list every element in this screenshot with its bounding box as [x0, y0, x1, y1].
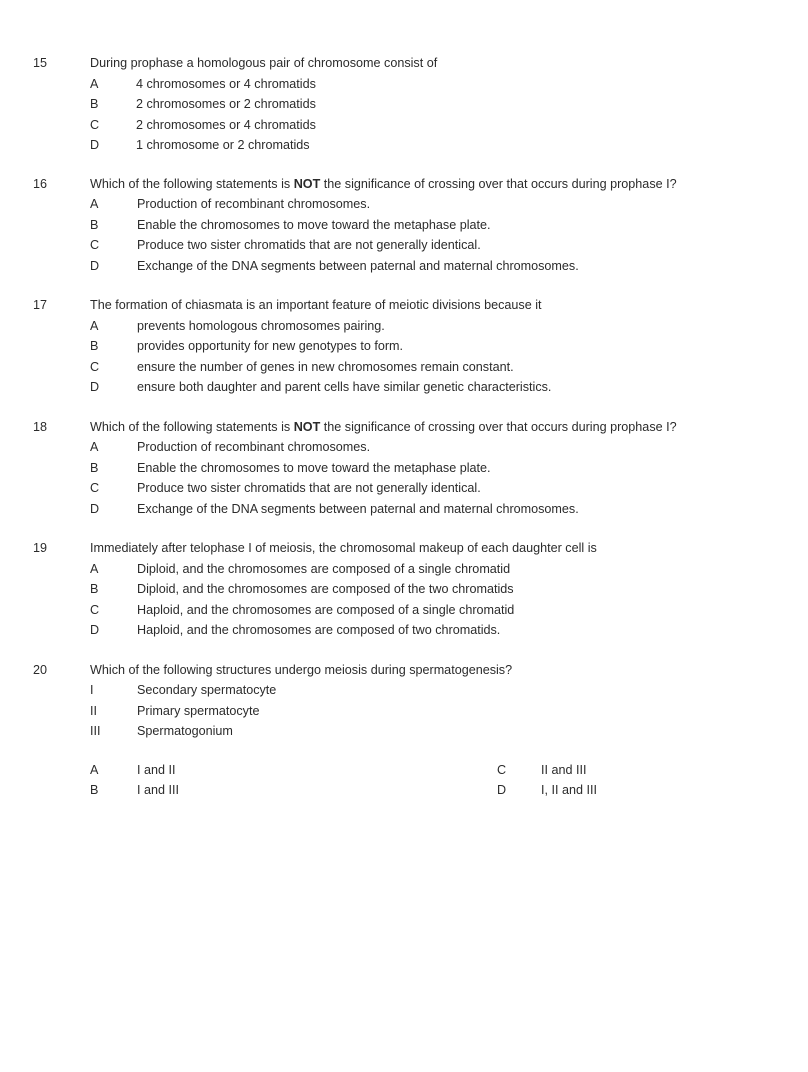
option-key: D	[90, 623, 100, 637]
question-number-15: 15	[33, 56, 48, 70]
option-text: 1 chromosome or 2 chromatids	[136, 138, 310, 152]
question-number-16: 16	[33, 176, 48, 191]
statement-text: Spermatogonium	[137, 724, 233, 738]
option-19-a[interactable]	[0, 559, 808, 580]
option-18-a[interactable]	[0, 437, 808, 458]
option-16-a[interactable]	[0, 194, 808, 215]
question-stem-15	[90, 53, 782, 74]
question-heading-16	[0, 174, 808, 195]
option-16-c[interactable]	[0, 235, 808, 256]
question-number-17: 17	[33, 298, 48, 312]
question-heading-15	[0, 53, 808, 74]
option-text: 2 chromosomes or 2 chromatids	[136, 97, 316, 111]
option-text: ensure the number of genes in new chromosomes remain constant.	[137, 359, 514, 374]
option-15-b[interactable]	[0, 94, 808, 115]
question-block-19	[0, 538, 808, 641]
option-text: Enable the chromosomes to move toward the metaphase plate.	[137, 460, 491, 475]
option-key: A	[90, 561, 99, 576]
option-key: A	[90, 440, 99, 454]
statement-text: Secondary spermatocyte	[137, 683, 277, 697]
option-text: Production of recombinant chromosomes.	[137, 440, 371, 454]
option-text: Exchange of the DNA segments between paternal and maternal chromosomes.	[137, 501, 579, 516]
option-16-d[interactable]	[0, 256, 808, 277]
page-top-margin	[0, 0, 808, 53]
option-key: C	[90, 602, 100, 617]
option-text: 2 chromosomes or 4 chromatids	[136, 117, 316, 132]
statement-20-ii	[0, 701, 808, 722]
question-block-17	[0, 295, 808, 398]
option-key: B	[90, 582, 99, 596]
option-17-c[interactable]	[0, 357, 808, 378]
question-block-15	[0, 53, 808, 156]
option-text: 4 chromosomes or 4 chromatids	[136, 76, 316, 91]
option-15-a[interactable]	[0, 74, 808, 95]
option-17-a[interactable]	[0, 316, 808, 337]
option-key: B	[90, 339, 99, 353]
option-key: B	[90, 460, 99, 475]
option-grid-spacer	[0, 742, 808, 760]
option-list-16	[0, 194, 808, 276]
question-spacer	[0, 398, 808, 417]
option-key: D	[90, 138, 100, 152]
option-text: prevents homologous chromosomes pairing.	[137, 318, 385, 333]
question-stem-16	[90, 174, 782, 195]
option-18-b[interactable]	[0, 458, 808, 479]
question-stem-19	[90, 538, 782, 559]
option-text: Haploid, and the chromosomes are composed of a single chromatid	[137, 602, 515, 617]
question-heading-19	[0, 538, 808, 559]
option-key: B	[90, 97, 99, 111]
option-key: D	[90, 380, 100, 394]
question-heading-17	[0, 295, 808, 316]
option-grid-row	[0, 760, 808, 781]
option-text: provides opportunity for new genotypes to form.	[137, 339, 404, 353]
option-17-b[interactable]	[0, 336, 808, 357]
option-18-d[interactable]	[0, 499, 808, 520]
option-18-c[interactable]	[0, 478, 808, 499]
stem-suffix: the significance of crossing over that occurs during prophase I?	[320, 176, 677, 191]
option-grid-20	[0, 760, 808, 801]
stem-emphasis: NOT	[293, 176, 321, 191]
question-number-18: 18	[33, 419, 48, 434]
statement-key: III	[90, 724, 101, 738]
option-20-d-text[interactable]: I, II and III	[541, 783, 598, 797]
option-text: Produce two sister chromatids that are not generally identical.	[137, 238, 481, 252]
question-block-18	[0, 417, 808, 520]
stem-suffix: the significance of crossing over that occurs during prophase I?	[320, 419, 677, 434]
question-heading-18	[0, 417, 808, 438]
option-17-d[interactable]	[0, 377, 808, 398]
option-text: ensure both daughter and parent cells have similar genetic characteristics.	[137, 380, 552, 394]
option-key: A	[90, 197, 99, 211]
option-15-d[interactable]	[0, 135, 808, 156]
option-key: A	[90, 318, 99, 333]
option-20-c-key[interactable]: C	[497, 762, 507, 777]
option-text: Production of recombinant chromosomes.	[137, 197, 371, 211]
statement-text: Primary spermatocyte	[137, 703, 260, 718]
option-20-a-text[interactable]: I and II	[137, 762, 176, 777]
question-spacer	[0, 641, 808, 660]
option-text: Diploid, and the chromosomes are composed of the two chromatids	[137, 582, 514, 596]
statement-20-iii	[0, 721, 808, 742]
option-list-19	[0, 559, 808, 641]
option-16-b[interactable]	[0, 215, 808, 236]
stem-prefix: Immediately after telophase I of meiosis, the chromosomal makeup of each daughter cell is	[90, 541, 597, 555]
question-heading-20	[0, 660, 808, 681]
option-19-c[interactable]	[0, 600, 808, 621]
option-text: Enable the chromosomes to move toward the metaphase plate.	[137, 217, 491, 232]
option-key: B	[90, 217, 99, 232]
question-stem-20	[90, 660, 782, 681]
option-key: C	[90, 481, 100, 495]
question-spacer	[0, 276, 808, 295]
option-list-18	[0, 437, 808, 519]
option-20-c-text[interactable]: II and III	[541, 762, 587, 777]
option-text: Diploid, and the chromosomes are composed of a single chromatid	[137, 561, 511, 576]
option-15-c[interactable]	[0, 115, 808, 136]
option-key: A	[90, 76, 99, 91]
option-20-b-key[interactable]: B	[90, 783, 99, 797]
option-text: Exchange of the DNA segments between paternal and maternal chromosomes.	[137, 258, 579, 273]
option-key: D	[90, 258, 100, 273]
option-list-15	[0, 74, 808, 156]
option-20-b-text[interactable]: I and III	[137, 783, 180, 797]
stem-prefix: The formation of chiasmata is an important feature of meiotic divisions because it	[90, 298, 542, 312]
option-20-a-key[interactable]: A	[90, 762, 99, 777]
question-block-16	[0, 174, 808, 277]
option-19-d[interactable]	[0, 620, 808, 641]
question-spacer	[0, 156, 808, 174]
stem-prefix: During prophase a homologous pair of chromosome consist of	[90, 56, 438, 70]
option-text: Haploid, and the chromosomes are composed of two chromatids.	[137, 623, 501, 637]
statement-list-20	[0, 680, 808, 742]
option-key: C	[90, 238, 100, 252]
option-key: C	[90, 117, 100, 132]
statement-key: II	[90, 703, 97, 718]
question-stem-18	[90, 417, 782, 438]
question-number-19: 19	[33, 541, 48, 555]
stem-emphasis: NOT	[293, 419, 321, 434]
option-key: D	[90, 501, 100, 516]
stem-prefix: Which of the following statements is	[90, 419, 294, 434]
stem-prefix: Which of the following statements is	[90, 176, 294, 191]
question-spacer	[0, 519, 808, 538]
question-stem-17	[90, 295, 782, 316]
option-list-17	[0, 316, 808, 398]
question-block-20	[0, 660, 808, 801]
statement-key: I	[90, 683, 94, 697]
statement-20-i	[0, 680, 808, 701]
option-grid-row	[0, 780, 808, 801]
option-20-d-key[interactable]: D	[497, 783, 507, 797]
option-key: C	[90, 359, 100, 374]
stem-prefix: Which of the following structures undergo meiosis during spermatogenesis?	[90, 662, 513, 677]
question-number-20: 20	[33, 662, 48, 677]
option-19-b[interactable]	[0, 579, 808, 600]
option-text: Produce two sister chromatids that are not generally identical.	[137, 481, 481, 495]
